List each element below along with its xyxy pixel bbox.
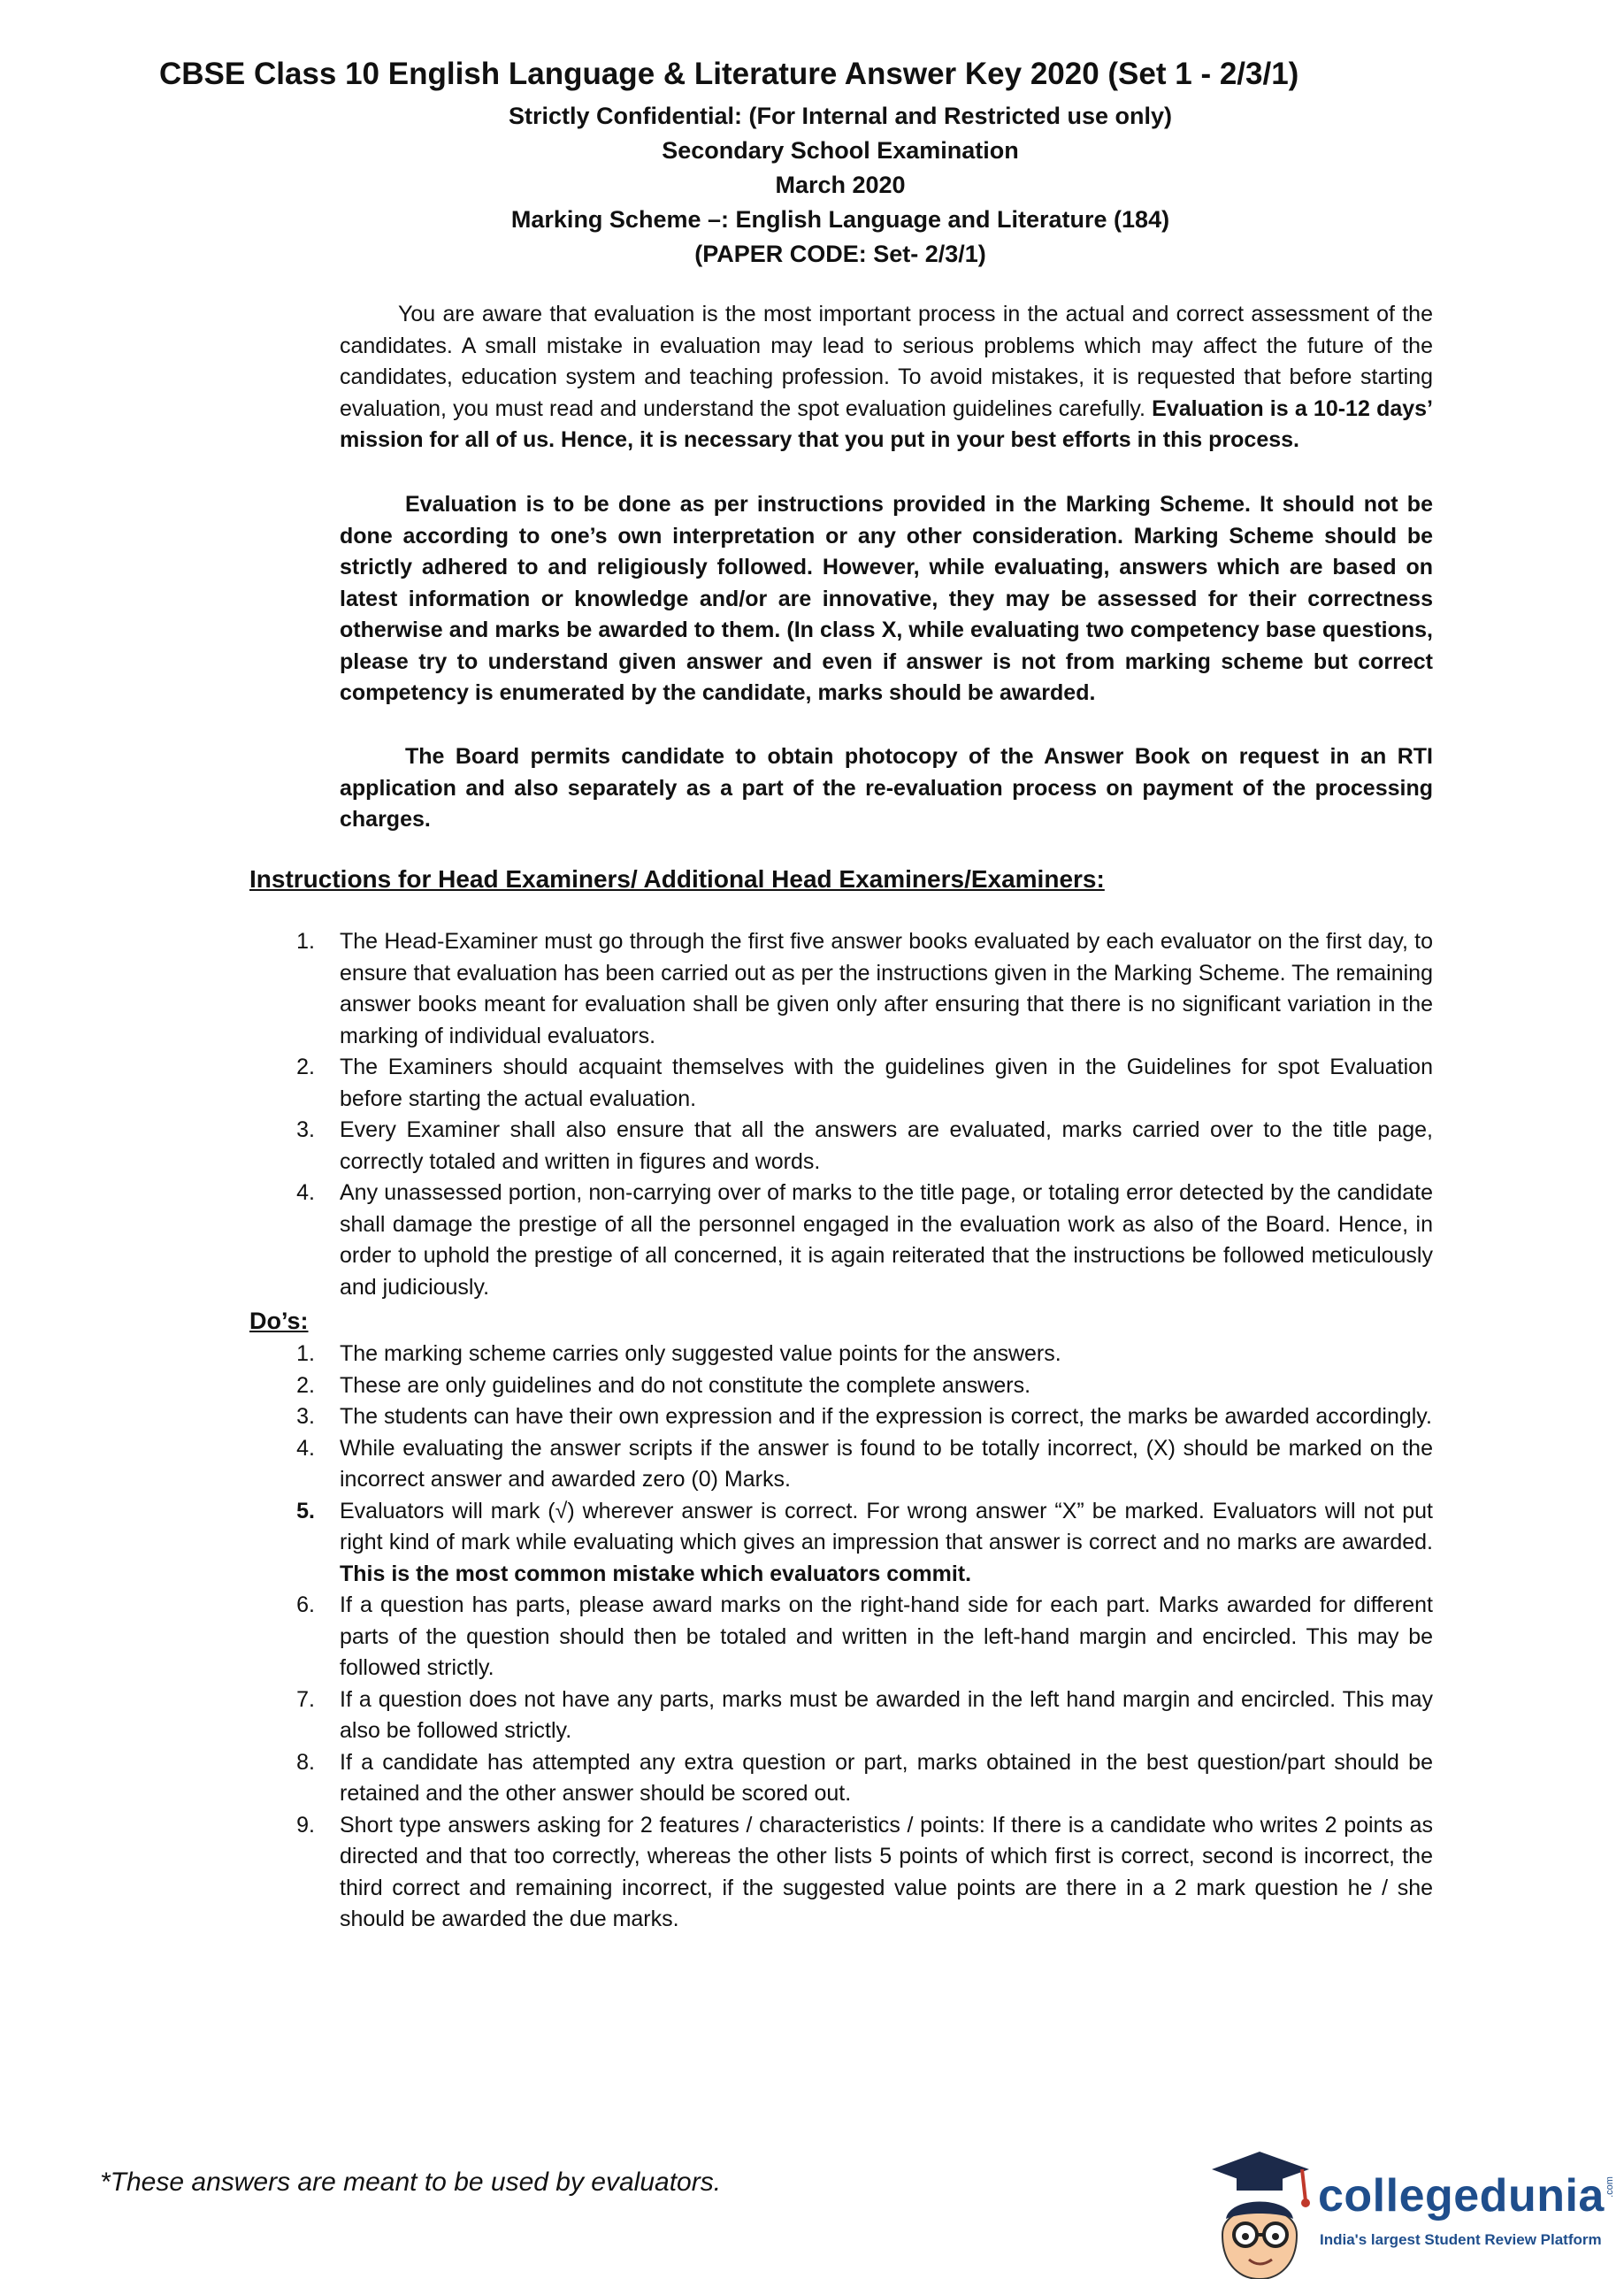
brand-tagline: India's largest Student Review Platform — [1320, 2231, 1602, 2248]
list-item — [292, 1115, 1433, 1178]
dos-list — [292, 1339, 1433, 1936]
list-item-number: 1. — [296, 929, 315, 954]
list-item-text: While evaluating the answer scripts if the answer is found to be totally incorrect, (X) should be marked on the incorrect answer and awarded zero (0) Marks. — [340, 1435, 1433, 1492]
dos-heading: Do’s: — [249, 1308, 309, 1334]
list-item-text: The marking scheme carries only suggested value points for the answers. — [340, 1341, 1061, 1366]
list-item-number: 4. — [296, 1435, 315, 1461]
list-item-text: If a candidate has attempted any extra question or part, marks obtained in the best question/part should be retained and the other answer should be scored out. — [340, 1749, 1433, 1806]
list-item-text: The Examiners should acquaint themselves with the guidelines given in the Guidelines for spot Evaluation before starting the actual evaluation. — [340, 1055, 1433, 1111]
list-item-text: Evaluators will mark (√) wherever answer is correct. For wrong answer “X” be marked. Evaluators will not put right kind of mark while evaluating which gives an impression that answer is correct and no marks are awarded. — [340, 1498, 1433, 1554]
list-item-text: The Head-Examiner must go through the first five answer books evaluated by each evaluator on the first day, to ensure that evaluation has been carried out as per the instructions given in the Marking Scheme. The remaining answer books meant for evaluation shall be given only after ensuring that there is no significant variation in the marking of individual evaluators. — [340, 929, 1433, 1048]
list-item-text: The students can have their own expression and if the expression is correct, the marks be awarded accordingly. — [340, 1404, 1432, 1429]
list-item-text: Any unassessed portion, non-carrying over of marks to the title page, or totaling error detected by the candidate shall damage the prestige of all the personnel engaged in the evaluation work as also of the Board. Hence, in order to uphold the prestige of all concerned, it is again reiterated that the instructions be followed meticulously and judiciously. — [340, 1180, 1433, 1300]
list-item — [292, 1684, 1433, 1747]
list-item-number: 1. — [296, 1341, 315, 1366]
evaluator-footnote: *These answers are meant to be used by evaluators. — [100, 2168, 722, 2197]
marking-scheme-paragraph — [340, 489, 1433, 710]
list-item-text: If a question has parts, please award marks on the right-hand side for each part. Marks awarded for different parts of the question should then be totaled and written in the left-hand margin and encircled. This may be followed strictly. — [340, 1592, 1433, 1680]
marking-scheme-header — [336, 99, 1344, 272]
rti-paragraph — [340, 741, 1433, 836]
list-item — [292, 1370, 1433, 1402]
subject-line: Marking Scheme –: English Language and Literature (184) — [510, 206, 1170, 233]
intro-paragraph — [340, 299, 1433, 457]
exam-date-line: March 2020 — [775, 172, 906, 198]
list-item-text: If a question does not have any parts, marks must be awarded in the left hand margin and encircled. This may also be followed strictly. — [340, 1686, 1433, 1743]
document-title: CBSE Class 10 English Language & Literature Answer Key 2020 (Set 1 - 2/3/1) — [159, 57, 1299, 91]
list-item-text: Short type answers asking for 2 features / characteristics / points: If there is a candidate who writes 2 points as directed and that too correctly, whereas the other lists 5 points of which first is correct, second is incorrect, the third correct and remaining incorrect, if the suggested value points are there in a 2 mark question he / she should be awarded the due marks. — [340, 1812, 1433, 1931]
confidential-line: Strictly Confidential: (For Internal and Restricted use only) — [508, 103, 1173, 129]
brand-name: collegedunia — [1318, 2170, 1605, 2221]
list-item — [292, 1433, 1433, 1496]
list-item — [292, 1747, 1433, 1810]
list-item-number: 4. — [296, 1180, 315, 1205]
list-item-number: 3. — [296, 1117, 315, 1142]
list-item-number: 9. — [296, 1812, 315, 1838]
list-item — [292, 1810, 1433, 1936]
list-item — [292, 1401, 1433, 1433]
exam-name-line: Secondary School Examination — [662, 137, 1019, 164]
list-item-bold-text: This is the most common mistake which evaluators commit. — [340, 1561, 972, 1586]
list-item-number: 7. — [296, 1686, 315, 1712]
list-item — [292, 926, 1433, 1052]
graduate-mascot-icon — [1203, 2150, 1318, 2279]
rti-text: The Board permits candidate to obtain photocopy of the Answer Book on request in an RTI application and also separately as a part of the re-evaluation process on payment of the processing charges. — [340, 744, 1433, 832]
list-item — [292, 1339, 1433, 1370]
intro-bold-text: Evaluation is a 10-12 days’ mission for all of us. Hence, it is necessary that you put in your best efforts in this process. — [340, 395, 1433, 452]
list-item-number: 8. — [296, 1749, 315, 1775]
intro-text: You are aware that evaluation is the most important process in the actual and correct assessment of the candidates. A small mistake in evaluation may lead to serious problems which may affect the future of the candidates, education system and teaching profession. To avoid mistakes, it is requested that before starting evaluation, you must read and understand the spot evaluation guidelines carefully. — [340, 302, 1433, 421]
brand-domain: .com — [1604, 2176, 1615, 2198]
list-item — [292, 1496, 1433, 1591]
list-item-text: Every Examiner shall also ensure that all the answers are evaluated, marks carried over to the title page, correctly totaled and written in figures and words. — [340, 1117, 1433, 1174]
list-item-number: 3. — [296, 1404, 315, 1429]
list-item-number: 5. — [296, 1498, 315, 1523]
instructions-list — [292, 926, 1433, 1303]
list-item — [292, 1178, 1433, 1303]
list-item — [292, 1590, 1433, 1684]
list-item — [292, 1052, 1433, 1115]
collegedunia-logo[interactable] — [1203, 2150, 1619, 2279]
list-item-number: 2. — [296, 1372, 315, 1398]
list-item-text: These are only guidelines and do not constitute the complete answers. — [340, 1372, 1031, 1398]
paper-code-line: (PAPER CODE: Set- 2/3/1) — [694, 241, 986, 267]
list-item-number: 6. — [296, 1592, 315, 1617]
instructions-heading: Instructions for Head Examiners/ Additional Head Examiners/Examiners: — [249, 865, 1105, 893]
list-item-number: 2. — [296, 1055, 315, 1079]
marking-scheme-text: Evaluation is to be done as per instructions provided in the Marking Scheme. It should not be done according to one’s own interpretation or any other consideration. Marking Scheme should be strictly adhered to and religiously followed. However, while evaluating, answers which are based on latest information or knowledge and/or are innovative, they may be assessed for their correctness otherwise and marks be awarded to them. (In class X, while evaluating two competency base questions, please try to understand given answer and even if answer is not from marking scheme but correct competency is enumerated by the candidate, marks should be awarded. — [340, 492, 1433, 705]
